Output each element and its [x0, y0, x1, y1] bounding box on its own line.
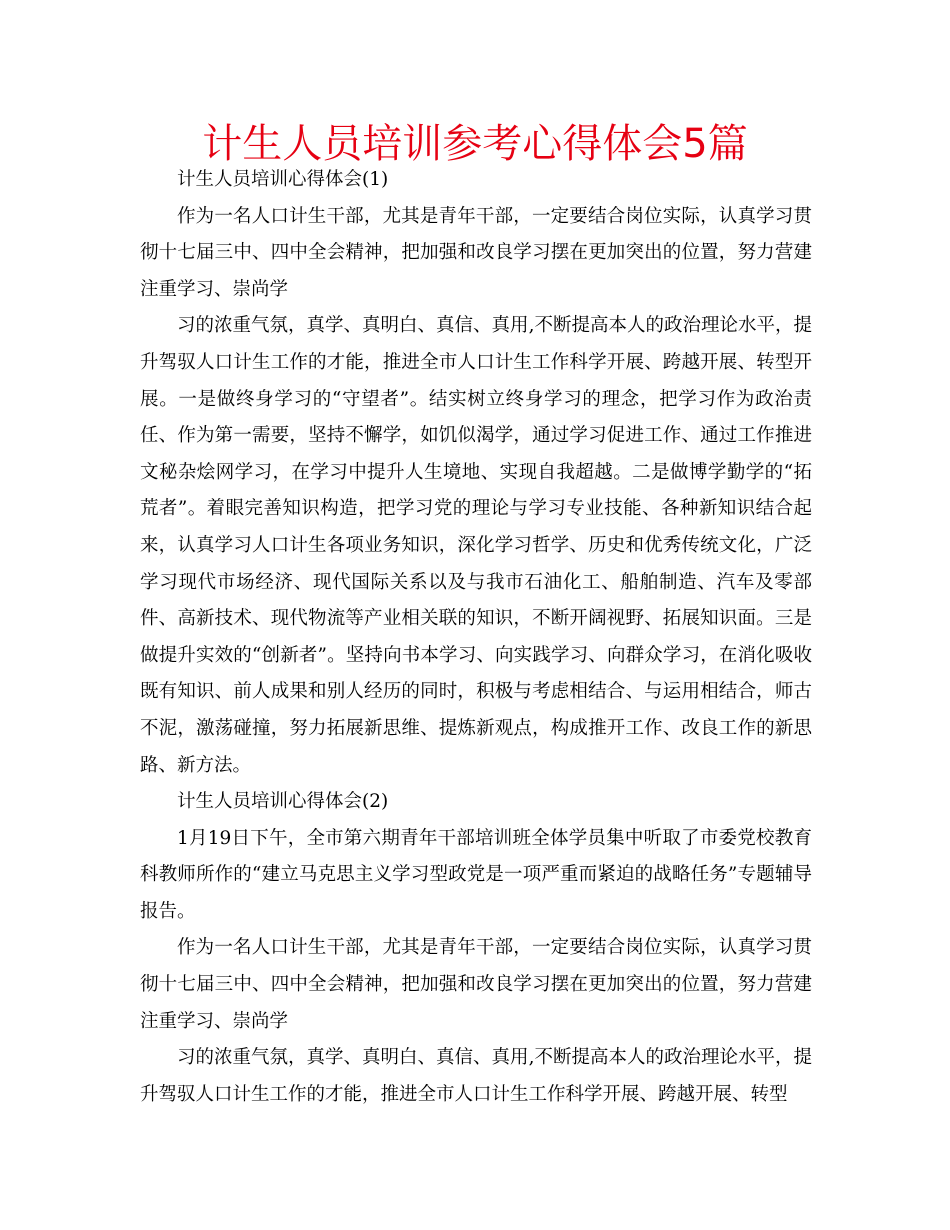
- paragraph: 1月19日下午，全市第六期青年干部培训班全体学员集中听取了市委党校教育科教师所作的“建立马克思主义学习型政党是一项严重而紧迫的战略任务”专题辅导报告。: [140, 827, 812, 922]
- document-body: [140, 162, 812, 1113]
- section-heading-1: 计生人员培训心得体会(1): [177, 169, 389, 190]
- paragraph: 作为一名人口计生干部，尤其是青年干部，一定要结合岗位实际，认真学习贯彻十七届三中、四中全会精神，把加强和改良学习摆在更加突出的位置，努力营建注重学习、崇尚学: [140, 205, 812, 300]
- paragraph: 习的浓重气氛，真学、真明白、真信、真用,不断提高本人的政治理论水平，提升驾驭人口计生工作的才能，推进全市人口计生工作科学开展、跨越开展、转型开展。一是做终身学习的“守望者”。结实树立终身学习的理念，把学习作为政治责任、作为第一需要，坚持不懈学，如饥似渴学，通过学习促进工作、通过工作推进文秘杂烩网学习，在学习中提升人生境地、实现自我超越。二是做博学勤学的“拓荒者”。着眼完善知识构造，把学习党的理论与学习专业技能、各种新知识结合起来，认真学习人口计生各项业务知识，深化学习哲学、历史和优秀传统文化，广泛学习现代市场经济、现代国际关系以及与我市石油化工、船舶制造、汽车及零部件、高新技术、现代物流等产业相关联的知识，不断开阔视野、拓展知识面。三是做提升实效的“创新者”。坚持向书本学习、向实践学习、向群众学习，在消化吸收既有知识、前人成果和别人经历的同时，积极与考虑相结合、与运用相结合，师古不泥，激荡碰撞，努力拓展新思维、提炼新观点，构成推开工作、改良工作的新思路、新方法。: [140, 315, 812, 776]
- paragraph: 作为一名人口计生干部，尤其是青年干部，一定要结合岗位实际，认真学习贯彻十七届三中、四中全会精神，把加强和改良学习摆在更加突出的位置，努力营建注重学习、崇尚学: [140, 937, 812, 1032]
- paragraph: 习的浓重气氛，真学、真明白、真信、真用,不断提高本人的政治理论水平，提升驾驭人口计生工作的才能，推进全市人口计生工作科学开展、跨越开展、转型: [140, 1047, 812, 1105]
- document-title: 计生人员培训参考心得体会5篇: [202, 121, 748, 167]
- section-heading-2: 计生人员培训心得体会(2): [177, 791, 389, 813]
